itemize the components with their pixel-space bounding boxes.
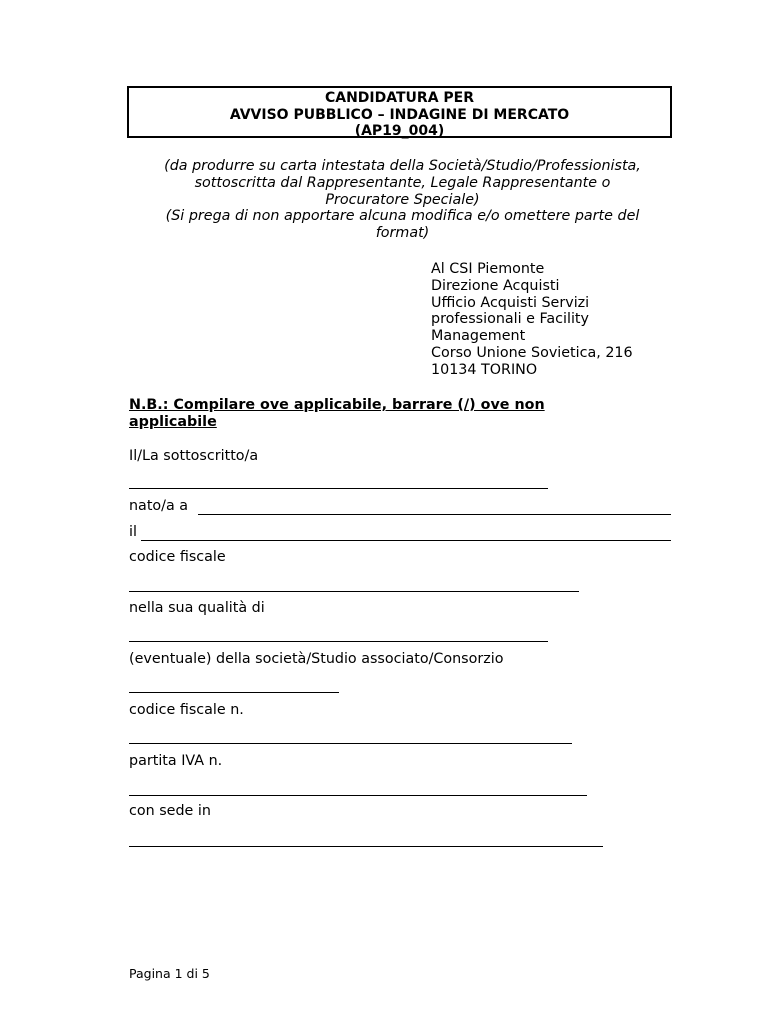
label-codice-fiscale: codice fiscale — [129, 549, 226, 565]
fill-line-qualita[interactable] — [129, 641, 548, 642]
recipient-line-5: Management — [431, 328, 526, 345]
page-number: Pagina 1 di 5 — [129, 966, 210, 981]
label-partita-iva: partita IVA n. — [129, 753, 223, 769]
recipient-line-4: professionali e Facility — [431, 311, 589, 328]
instructions-line-3: Procuratore Speciale) — [325, 191, 480, 208]
fill-line-nato[interactable] — [198, 514, 671, 515]
fill-line-sottoscritto[interactable] — [129, 488, 548, 489]
fill-line-partita-iva[interactable] — [129, 795, 587, 796]
instructions-line-4: (Si prega di non apportare alcuna modifica e/o omettere parte del — [165, 208, 640, 225]
fill-line-sede[interactable] — [129, 846, 603, 847]
nb-notice — [129, 397, 609, 431]
fill-line-societa[interactable] — [129, 692, 339, 693]
label-codice-fiscale-n: codice fiscale n. — [129, 702, 244, 718]
nb-line-2: applicabile — [129, 413, 217, 430]
label-sede: con sede in — [129, 803, 211, 819]
instructions-note — [130, 158, 675, 242]
recipient-line-1: Al CSI Piemonte — [431, 261, 545, 277]
fill-line-codice-fiscale[interactable] — [129, 591, 579, 592]
recipient-address — [431, 261, 633, 379]
label-societa: (eventuale) della società/Studio associato/Consorzio — [129, 651, 504, 667]
label-sottoscritto: Il/La sottoscritto/a — [129, 448, 259, 464]
instructions-line-2: sottoscritta dal Rappresentante, Legale Rappresentante o — [194, 174, 611, 191]
document-title-box — [127, 86, 672, 138]
title-line-1: CANDIDATURA PER — [324, 90, 475, 106]
label-nato: nato/a a — [129, 498, 189, 514]
recipient-line-3: Ufficio Acquisti Servizi — [431, 294, 590, 311]
title-line-3: (AP19_004) — [354, 123, 445, 139]
fill-line-il[interactable] — [141, 540, 671, 541]
instructions-line-5: format) — [375, 225, 430, 242]
label-qualita: nella sua qualità di — [129, 600, 265, 616]
label-il: il — [129, 524, 137, 540]
instructions-line-1: (da produrre su carta intestata della Società/Studio/Professionista, — [164, 158, 641, 174]
nb-line-1: N.B.: Compilare ove applicabile, barrare (/) ove non — [129, 397, 545, 413]
recipient-line-2: Direzione Acquisti — [431, 277, 560, 294]
recipient-line-6: Corso Unione Sovietica, 216 — [431, 344, 633, 361]
fill-line-codice-fiscale-n[interactable] — [129, 743, 572, 744]
title-line-2: AVVISO PUBBLICO – INDAGINE DI MERCATO — [229, 106, 570, 123]
recipient-line-7: 10134 TORINO — [431, 361, 538, 378]
